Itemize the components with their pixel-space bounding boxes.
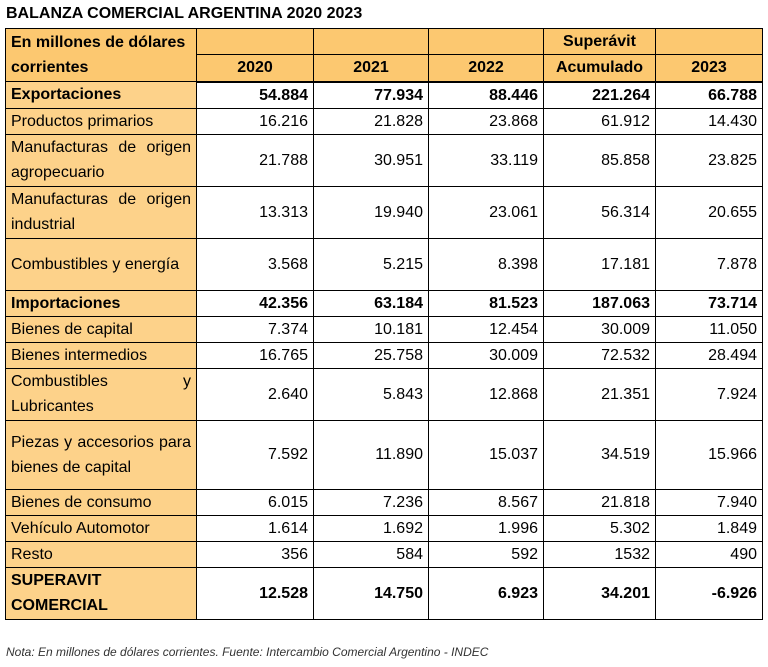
row-label: Bienes de capital <box>6 316 197 342</box>
value-cell: 73.714 <box>656 290 763 316</box>
value-cell: 56.314 <box>544 186 656 238</box>
value-cell: 1.849 <box>656 515 763 541</box>
value-cell: 8.398 <box>429 238 544 290</box>
row-label: Productos primarios <box>6 108 197 134</box>
value-cell: 12.528 <box>197 567 314 619</box>
value-cell: 5.843 <box>314 368 429 420</box>
table-row <box>6 420 763 489</box>
column-header: 2020 <box>197 55 314 82</box>
value-cell: 6.923 <box>429 567 544 619</box>
value-cell: 16.765 <box>197 342 314 368</box>
value-cell: 13.313 <box>197 186 314 238</box>
value-cell: 88.446 <box>429 82 544 109</box>
table-row <box>6 238 763 290</box>
corner-label: En millones de dólares corrientes <box>6 29 197 82</box>
value-cell: 7.878 <box>656 238 763 290</box>
value-cell: 85.858 <box>544 134 656 186</box>
value-cell: 7.374 <box>197 316 314 342</box>
value-cell: 14.750 <box>314 567 429 619</box>
value-cell: 61.912 <box>544 108 656 134</box>
value-cell: 30.009 <box>429 342 544 368</box>
value-cell: 14.430 <box>656 108 763 134</box>
value-cell: 66.788 <box>656 82 763 109</box>
value-cell: 21.351 <box>544 368 656 420</box>
value-cell: 81.523 <box>429 290 544 316</box>
value-cell: 6.015 <box>197 489 314 515</box>
value-cell: 42.356 <box>197 290 314 316</box>
row-label: SUPERAVIT COMERCIAL <box>6 567 197 619</box>
row-label: Bienes de consumo <box>6 489 197 515</box>
value-cell: 33.119 <box>429 134 544 186</box>
value-cell: 63.184 <box>314 290 429 316</box>
column-header: Acumulado <box>544 55 656 82</box>
value-cell: 11.890 <box>314 420 429 489</box>
row-label: Bienes intermedios <box>6 342 197 368</box>
header-top-cell <box>197 29 314 55</box>
value-cell: 23.868 <box>429 108 544 134</box>
value-cell: 12.868 <box>429 368 544 420</box>
value-cell: 592 <box>429 541 544 567</box>
table-body <box>6 29 763 620</box>
table-row <box>6 515 763 541</box>
value-cell: 187.063 <box>544 290 656 316</box>
column-header: 2023 <box>656 55 763 82</box>
value-cell: 7.940 <box>656 489 763 515</box>
value-cell: 11.050 <box>656 316 763 342</box>
value-cell: 17.181 <box>544 238 656 290</box>
header-top-cell: Superávit <box>544 29 656 55</box>
value-cell: 34.201 <box>544 567 656 619</box>
value-cell: 1.692 <box>314 515 429 541</box>
value-cell: 356 <box>197 541 314 567</box>
value-cell: 23.825 <box>656 134 763 186</box>
value-cell: 1532 <box>544 541 656 567</box>
row-label: Manufacturas de origen industrial <box>6 186 197 238</box>
table-row <box>6 108 763 134</box>
value-cell: 20.655 <box>656 186 763 238</box>
value-cell: 54.884 <box>197 82 314 109</box>
value-cell: 584 <box>314 541 429 567</box>
row-label: Combustibles y Lubricantes <box>6 368 197 420</box>
value-cell: 21.788 <box>197 134 314 186</box>
value-cell: 221.264 <box>544 82 656 109</box>
row-label: Importaciones <box>6 290 197 316</box>
table-row <box>6 489 763 515</box>
value-cell: 10.181 <box>314 316 429 342</box>
row-label: Piezas y accesorios para bienes de capital <box>6 420 197 489</box>
header-top-cell <box>314 29 429 55</box>
table-row <box>6 82 763 109</box>
column-header: 2022 <box>429 55 544 82</box>
table-title: BALANZA COMERCIAL ARGENTINA 2020 2023 <box>6 5 363 22</box>
value-cell: 21.818 <box>544 489 656 515</box>
value-cell: 72.532 <box>544 342 656 368</box>
value-cell: 15.966 <box>656 420 763 489</box>
value-cell: 19.940 <box>314 186 429 238</box>
value-cell: 30.951 <box>314 134 429 186</box>
source-note: Nota: En millones de dólares corrientes. Fuente: Intercambio Comercial Argentino - INDEC <box>6 645 489 659</box>
column-header: 2021 <box>314 55 429 82</box>
value-cell: 1.614 <box>197 515 314 541</box>
value-cell: 7.592 <box>197 420 314 489</box>
value-cell: -6.926 <box>656 567 763 619</box>
value-cell: 23.061 <box>429 186 544 238</box>
value-cell: 15.037 <box>429 420 544 489</box>
row-label: Resto <box>6 541 197 567</box>
table-row <box>6 368 763 420</box>
table-row <box>6 541 763 567</box>
table-row <box>6 567 763 619</box>
value-cell: 7.236 <box>314 489 429 515</box>
row-label: Vehículo Automotor <box>6 515 197 541</box>
value-cell: 3.568 <box>197 238 314 290</box>
value-cell: 5.215 <box>314 238 429 290</box>
value-cell: 16.216 <box>197 108 314 134</box>
value-cell: 5.302 <box>544 515 656 541</box>
value-cell: 490 <box>656 541 763 567</box>
header-top-cell <box>656 29 763 55</box>
value-cell: 7.924 <box>656 368 763 420</box>
row-label: Manufacturas de origen agropecuario <box>6 134 197 186</box>
header-row-top <box>6 29 763 55</box>
value-cell: 28.494 <box>656 342 763 368</box>
value-cell: 30.009 <box>544 316 656 342</box>
table-row <box>6 290 763 316</box>
row-label: Exportaciones <box>6 82 197 109</box>
value-cell: 21.828 <box>314 108 429 134</box>
value-cell: 2.640 <box>197 368 314 420</box>
value-cell: 34.519 <box>544 420 656 489</box>
row-label: Combustibles y energía <box>6 238 197 290</box>
value-cell: 77.934 <box>314 82 429 109</box>
trade-balance-table <box>5 28 763 620</box>
table-row <box>6 186 763 238</box>
value-cell: 12.454 <box>429 316 544 342</box>
table-row <box>6 316 763 342</box>
value-cell: 1.996 <box>429 515 544 541</box>
header-top-cell <box>429 29 544 55</box>
value-cell: 8.567 <box>429 489 544 515</box>
table-row <box>6 134 763 186</box>
table-row <box>6 342 763 368</box>
value-cell: 25.758 <box>314 342 429 368</box>
